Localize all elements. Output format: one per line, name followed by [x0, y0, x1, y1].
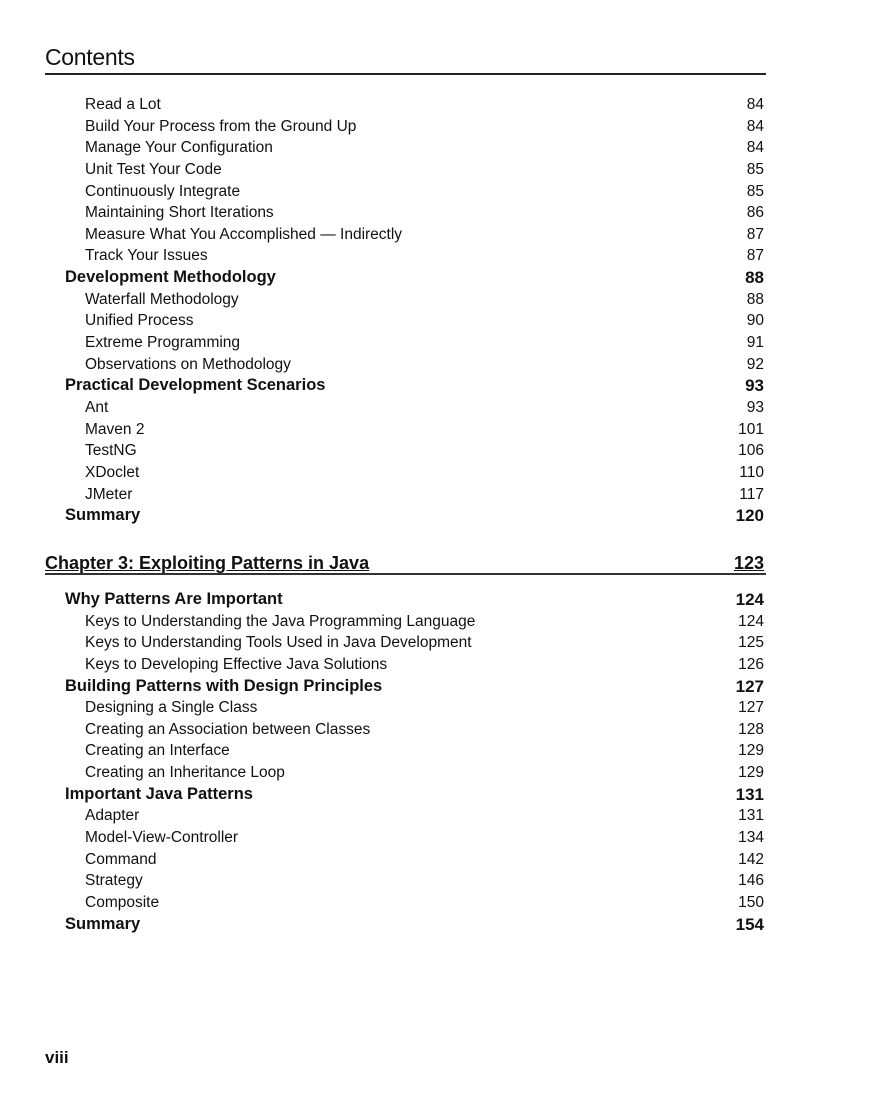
toc-subsection-entry[interactable] [45, 289, 766, 311]
entry-page: 90 [746, 312, 764, 330]
entry-page: 131 [738, 807, 764, 825]
entry-title: Creating an Interface [85, 742, 230, 760]
entry-title: Waterfall Methodology [85, 290, 239, 308]
entry-title: Maintaining Short Iterations [85, 204, 274, 222]
entry-page: 124 [738, 612, 764, 630]
toc-subsection-entry[interactable] [45, 632, 766, 654]
entry-page: 93 [746, 398, 764, 416]
entry-page: 84 [746, 139, 764, 157]
entry-title: Model-View-Controller [85, 829, 239, 847]
entry-page: 124 [735, 590, 764, 609]
chapter-page: 123 [733, 553, 764, 573]
entry-page: 117 [739, 485, 764, 503]
entry-page: 128 [738, 720, 764, 738]
toc-subsection-entry[interactable] [45, 94, 766, 116]
toc-subsection-entry[interactable] [45, 697, 766, 719]
entry-title: Build Your Process from the Ground Up [85, 117, 357, 135]
toc-subsection-entry[interactable] [45, 202, 766, 224]
entry-page: 125 [738, 634, 764, 652]
toc-section-a [45, 94, 766, 527]
entry-title: Manage Your Configuration [85, 139, 273, 157]
toc-section-entry[interactable] [45, 375, 766, 397]
toc-subsection-entry[interactable] [45, 397, 766, 419]
toc-subsection-entry[interactable] [45, 827, 766, 849]
entry-title: Adapter [85, 807, 140, 825]
toc-subsection-entry[interactable] [45, 654, 766, 676]
entry-title: Unified Process [85, 312, 194, 330]
entry-page: 84 [746, 117, 764, 135]
entry-page: 129 [738, 742, 764, 760]
entry-page: 92 [746, 355, 764, 373]
entry-title: Summary [65, 506, 141, 525]
entry-page: 106 [738, 442, 764, 460]
toc-section-entry[interactable] [45, 505, 766, 527]
toc-subsection-entry[interactable] [45, 719, 766, 741]
entry-title: Important Java Patterns [65, 784, 253, 803]
entry-page: 84 [746, 96, 764, 113]
entry-title: Read a Lot [85, 96, 161, 113]
entry-page: 85 [746, 182, 764, 200]
entry-title: Measure What You Accomplished — Indirectly [85, 225, 403, 243]
entry-title: Summary [65, 914, 141, 933]
entry-title: Why Patterns Are Important [65, 590, 283, 608]
toc-subsection-entry[interactable] [45, 159, 766, 181]
entry-page: 126 [738, 655, 764, 673]
toc-section-entry[interactable] [45, 589, 766, 611]
entry-page: 120 [735, 506, 764, 526]
entry-title: Creating an Inheritance Loop [85, 764, 285, 782]
toc-subsection-entry[interactable] [45, 805, 766, 827]
toc-subsection-entry[interactable] [45, 419, 766, 441]
entry-title: Keys to Understanding Tools Used in Java Development [85, 634, 472, 652]
entry-title: TestNG [85, 442, 137, 460]
entry-title: XDoclet [85, 463, 140, 481]
toc-section-b [45, 589, 766, 935]
entry-title: Observations on Methodology [85, 355, 291, 373]
entry-page: 154 [735, 914, 764, 934]
toc-section-entry[interactable] [45, 267, 766, 289]
page-title: Contents [45, 44, 135, 70]
toc-subsection-entry[interactable] [45, 440, 766, 462]
entry-title: Track Your Issues [85, 247, 208, 265]
toc-section-entry[interactable] [45, 914, 766, 936]
entry-page: 88 [745, 268, 764, 288]
toc-subsection-entry[interactable] [45, 892, 766, 914]
entry-title: Development Methodology [65, 268, 276, 287]
toc-subsection-entry[interactable] [45, 310, 766, 332]
entry-page: 87 [746, 247, 764, 265]
entry-title: Extreme Programming [85, 334, 241, 352]
entry-page: 88 [746, 290, 764, 308]
entry-title: Creating an Association between Classes [85, 720, 371, 738]
entry-page: 146 [738, 872, 764, 890]
page-number: viii [45, 1048, 69, 1067]
entry-title: Ant [85, 398, 109, 416]
entry-page: 131 [735, 784, 764, 804]
entry-page: 85 [746, 160, 764, 178]
entry-title: Maven 2 [85, 420, 145, 438]
entry-title: Strategy [85, 872, 143, 890]
entry-title: Practical Development Scenarios [65, 376, 326, 395]
toc-subsection-entry[interactable] [45, 849, 766, 871]
entry-page: 134 [738, 829, 764, 847]
entry-title: Keys to Understanding the Java Programming Language [85, 612, 476, 630]
entry-title: Command [85, 850, 157, 868]
toc-section-entry[interactable] [45, 784, 766, 806]
toc-subsection-entry[interactable] [45, 762, 766, 784]
entry-title: Building Patterns with Design Principles [65, 676, 383, 695]
entry-title: Composite [85, 893, 160, 911]
entry-title: Continuously Integrate [85, 182, 241, 200]
toc-subsection-entry[interactable] [45, 245, 766, 267]
entry-title: Keys to Developing Effective Java Solutions [85, 655, 388, 673]
toc-subsection-entry[interactable] [45, 870, 766, 892]
entry-title: Unit Test Your Code [85, 160, 222, 178]
entry-page: 93 [745, 376, 764, 396]
entry-page: 127 [735, 676, 764, 696]
toc-subsection-entry[interactable] [45, 137, 766, 159]
entry-page: 129 [738, 764, 764, 782]
toc-subsection-entry[interactable] [45, 740, 766, 762]
toc-subsection-entry[interactable] [45, 181, 766, 203]
entry-page: 91 [746, 334, 764, 352]
toc-subsection-entry[interactable] [45, 224, 766, 246]
chapter-title: Chapter 3: Exploiting Patterns in Java [45, 553, 370, 573]
entry-page: 127 [738, 699, 764, 717]
header-rule [45, 73, 766, 75]
entry-page: 110 [739, 463, 764, 481]
entry-page: 150 [738, 893, 764, 911]
entry-title: Designing a Single Class [85, 699, 258, 717]
entry-title: JMeter [85, 485, 133, 503]
toc-subsection-entry[interactable] [45, 611, 766, 633]
entry-page: 142 [738, 850, 764, 868]
toc-subsection-entry[interactable] [45, 354, 766, 376]
toc-subsection-entry[interactable] [45, 116, 766, 138]
toc-chapter-entry[interactable] [45, 551, 766, 575]
toc-subsection-entry[interactable] [45, 332, 766, 354]
toc-subsection-entry[interactable] [45, 462, 766, 484]
entry-page: 101 [738, 420, 764, 438]
toc-section-entry[interactable] [45, 676, 766, 698]
toc-subsection-entry[interactable] [45, 484, 766, 506]
entry-page: 86 [746, 204, 764, 222]
entry-page: 87 [746, 225, 764, 243]
